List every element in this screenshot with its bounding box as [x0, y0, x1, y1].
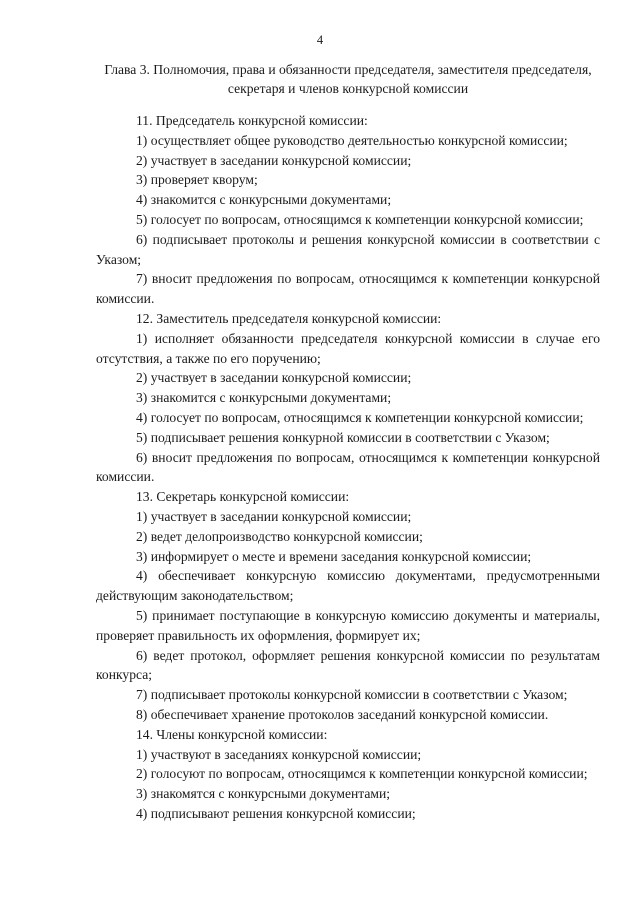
- paragraph: 8) обеспечивает хранение протоколов заседаний конкурсной комиссии.: [136, 706, 549, 722]
- paragraph: 1) участвует в заседании конкурсной комиссии;: [136, 508, 412, 524]
- paragraph: 2) участвует в заседании конкурсной комиссии;: [136, 152, 412, 168]
- paragraph: 13. Секретарь конкурсной комиссии:: [136, 489, 350, 505]
- paragraph: 2) голосуют по вопросам, относящимся к компетенции конкурсной комиссии;: [136, 766, 588, 782]
- paragraph: 6) вносит предложения по вопросам, относящимся к компетенции конкурсной комиссии.: [96, 449, 600, 485]
- paragraph: 12. Заместитель председателя конкурсной комиссии:: [136, 310, 442, 326]
- document-body: [96, 111, 600, 824]
- paragraph: 4) обеспечивает конкурсную комиссию документами, предусмотренными действующим законодательством;: [96, 568, 600, 604]
- paragraph: 7) вносит предложения по вопросам, относящимся к компетенции конкурсной комиссии.: [96, 271, 600, 307]
- paragraph: 4) голосует по вопросам, относящимся к компетенции конкурсной комиссии;: [136, 409, 584, 425]
- paragraph: 1) исполняет обязанности председателя конкурсной комиссии в случае его отсутствия, а также по его поручению;: [96, 330, 600, 366]
- paragraph: 11. Председатель конкурсной комиссии:: [136, 113, 368, 128]
- paragraph: 14. Члены конкурсной комиссии:: [136, 726, 328, 742]
- paragraph: 7) подписывает протоколы конкурсной комиссии в соответствии с Указом;: [136, 687, 568, 703]
- paragraph: 6) ведет протокол, оформляет решения конкурсной комиссии по результатам конкурса;: [96, 647, 600, 683]
- paragraph: 6) подписывает протоколы и решения конкурсной комиссии в соответствии с Указом;: [96, 231, 600, 267]
- paragraph: 2) участвует в заседании конкурсной комиссии;: [136, 370, 412, 386]
- paragraph: 1) участвуют в заседаниях конкурсной комиссии;: [136, 746, 422, 762]
- paragraph: 3) информирует о месте и времени заседания конкурсной комиссии;: [136, 548, 532, 564]
- paragraph: 5) принимает поступающие в конкурсную комиссию документы и материалы, проверяет правильность их оформления, формирует их;: [96, 607, 600, 643]
- page-number: 4: [316, 33, 324, 47]
- paragraph: 5) голосует по вопросам, относящимся к компетенции конкурсной комиссии;: [136, 211, 584, 227]
- paragraph: 3) знакомится с конкурсными документами;: [136, 390, 392, 406]
- paragraph: 4) знакомится с конкурсными документами;: [136, 192, 392, 208]
- paragraph: 1) осуществляет общее руководство деятельностью конкурсной комиссии;: [136, 132, 568, 148]
- paragraph: 3) знакомятся с конкурсными документами;: [136, 786, 391, 802]
- paragraph: 3) проверяет кворум;: [136, 172, 258, 188]
- paragraph: 5) подписывает решения конкурной комиссии в соответствии с Указом;: [136, 429, 550, 445]
- chapter-heading: Глава 3. Полномочия, права и обязанности председателя, заместителя председателя, секретаря и членов конкурсной комиссии: [104, 62, 592, 96]
- paragraph: 2) ведет делопроизводство конкурсной комиссии;: [136, 528, 423, 544]
- paragraph: 4) подписывают решения конкурсной комиссии;: [136, 805, 416, 821]
